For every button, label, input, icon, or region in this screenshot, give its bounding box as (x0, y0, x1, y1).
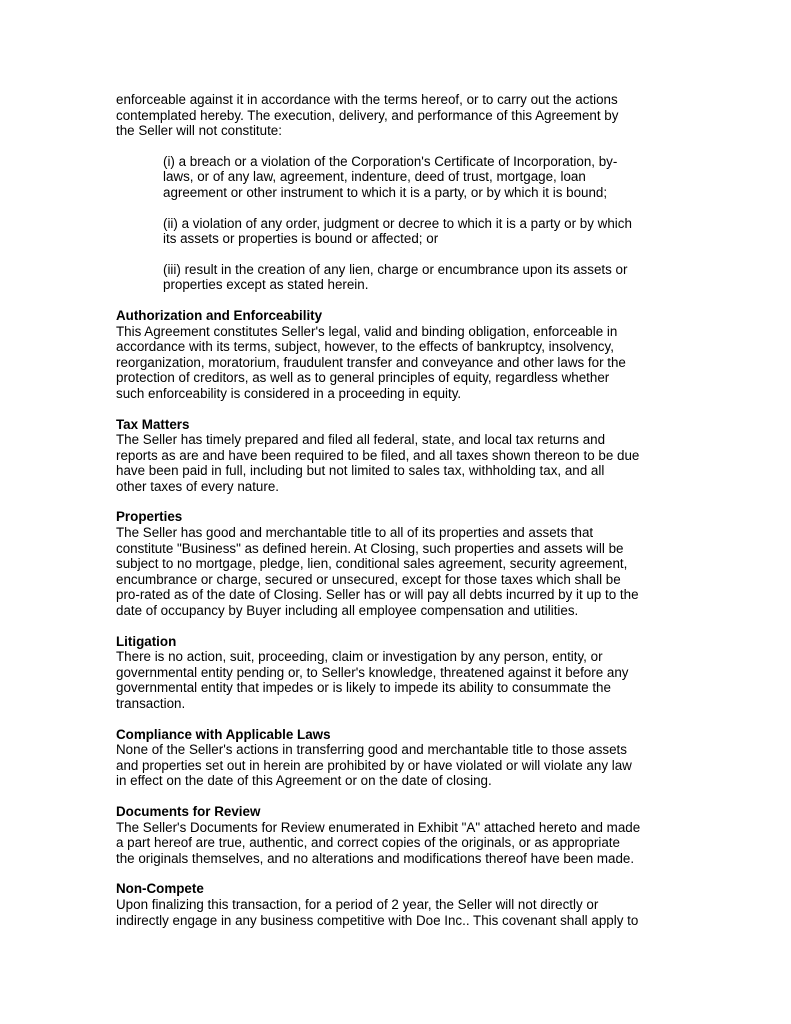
section-non-compete (116, 881, 676, 928)
list-item: (iii) result in the creation of any lien, charge or encumbrance upon its assets or properties except as stated herein. (163, 261, 628, 293)
section-heading: Properties (116, 509, 183, 525)
section-heading: Compliance with Applicable Laws (116, 726, 331, 742)
section-heading: Documents for Review (116, 803, 261, 819)
section-body: The Seller has good and merchantable title to all of its properties and assets that constitute "Business" as defined herein. At Closing, such properties and assets will be subject to no mortgage, pledge, lien, conditional sales agreement, security agreement, encumbrance or charge, secured or unsecured, except for those taxes which shall be pro-rated as of the date of Closing. Seller has or will pay all debts incurred by it up to the date of occupancy by Buyer including all employee compensation and utilities. (116, 525, 639, 619)
section-tax-matters (116, 417, 676, 495)
section-litigation (116, 634, 676, 712)
intro-paragraph: enforceable against it in accordance with the terms hereof, or to carry out the actions contemplated hereby. The execution, delivery, and performance of this Agreement by the Seller will not constitute: (116, 92, 619, 139)
section-body: This Agreement constitutes Seller's legal, valid and binding obligation, enforceable in accordance with its terms, subject, however, to the effects of bankruptcy, insolvency, reorganization, moratorium, fraudulent transfer and conveyance and other laws for the protection of creditors, as well as to general principles of equity, regardless whether such enforceability is considered in a proceeding in equity. (116, 323, 626, 401)
section-heading: Litigation (116, 633, 177, 649)
section-documents-for-review (116, 804, 676, 866)
section-properties (116, 509, 676, 618)
section-body: The Seller has timely prepared and filed all federal, state, and local tax returns and reports as are and have been required to be filed, and all taxes shown thereon to be due have been paid in full, including but not limited to sales tax, withholding tax, and all other taxes of every nature. (116, 432, 640, 494)
section-body: The Seller's Documents for Review enumerated in Exhibit "A" attached hereto and made a part hereof are true, authentic, and correct copies of the originals, or as appropriate the originals themselves, and no alterations and modifications thereof have been made. (116, 819, 641, 866)
section-heading: Tax Matters (116, 416, 190, 432)
section-body: There is no action, suit, proceeding, claim or investigation by any person, entity, or governmental entity pending or, to Seller's knowledge, threatened against it before any governmental entity that impedes or is likely to impede its ability to consummate the transaction. (116, 649, 629, 711)
section-body: None of the Seller's actions in transferring good and merchantable title to those assets and properties set out in herein are prohibited by or have violated or will violate any law in effect on the date of this Agreement or on the date of closing. (116, 742, 632, 789)
section-heading: Authorization and Enforceability (116, 307, 323, 323)
document-page (116, 92, 676, 928)
section-heading: Non-Compete (116, 881, 204, 897)
violation-list (163, 154, 676, 293)
section-authorization (116, 308, 676, 402)
list-item: (i) a breach or a violation of the Corporation's Certificate of Incorporation, by- laws, or of any law, agreement, indenture, deed of trust, mortgage, loan agreement or other instrument to which it is a party, or by which it is bound; (163, 153, 618, 200)
section-body: Upon finalizing this transaction, for a period of 2 year, the Seller will not directly or indirectly engage in any business competitive with Doe Inc.. This covenant shall apply to (116, 896, 639, 928)
section-compliance (116, 727, 676, 789)
list-item: (ii) a violation of any order, judgment or decree to which it is a party or by which its assets or properties is bound or affected; or (163, 215, 632, 247)
